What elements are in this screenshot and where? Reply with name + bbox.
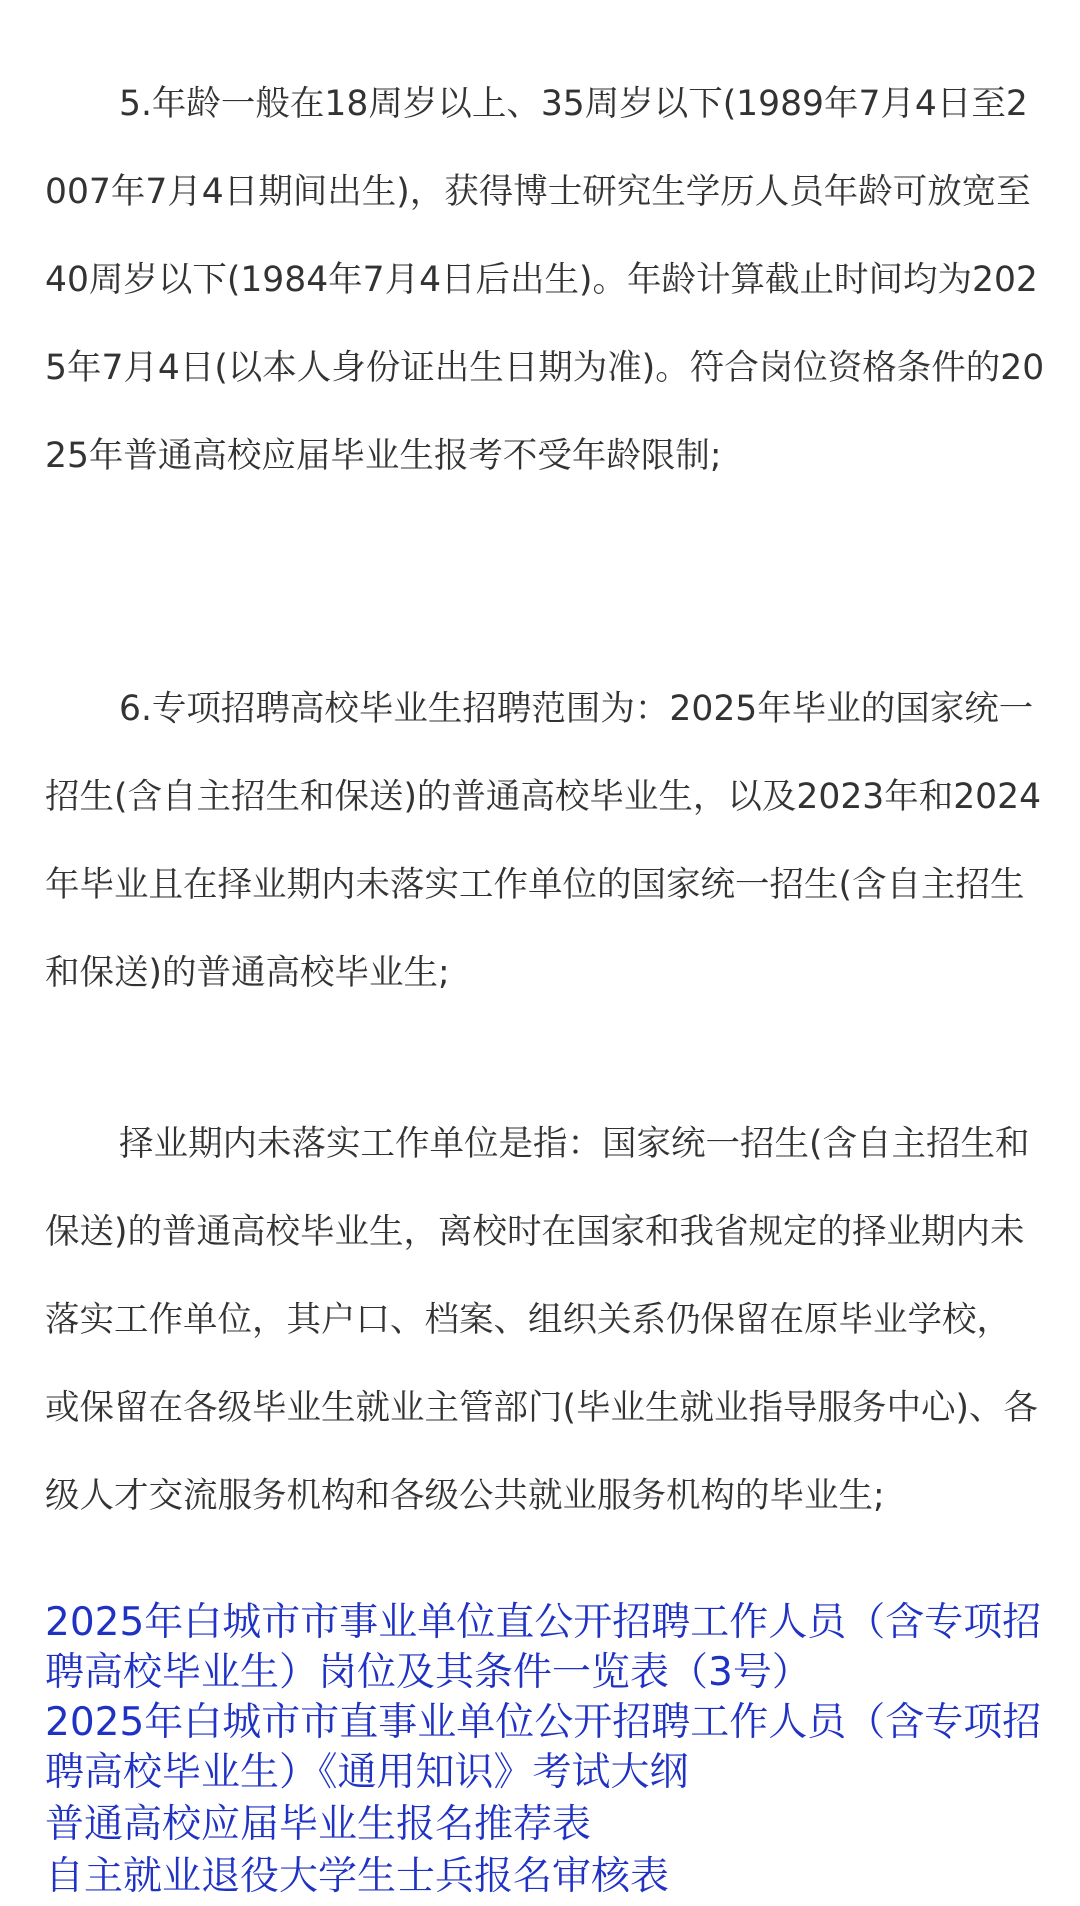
attachment-link-veteran-review-form[interactable]: 自主就业退役大学生士兵报名审核表 <box>45 1854 670 1899</box>
attachment-link-exam-outline[interactable]: 2025年白城市市直事业单位公开招聘工作人员（含专项招聘高校毕业生）《通用知识》考试大纲 <box>45 1700 1042 1795</box>
paragraph-age-requirement: 5.年龄一般在18周岁以上、35周岁以下(1989年7月4日至2007年7月4日期间出生)，获得博士研究生学历人员年龄可放宽至40周岁以下(1984年7月4日后出生)。年龄计算截止时间均为2025年7月4日(以本人身份证出生日期为准)。符合岗位资格条件的2025年普通高校应届毕业生报考不受年龄限制; <box>45 84 1045 476</box>
attachment-links <box>45 1598 1055 1902</box>
attachment-link-graduate-recommendation-form[interactable]: 普通高校应届毕业生报名推荐表 <box>45 1802 592 1847</box>
attachment-link-position-table[interactable]: 2025年白城市市事业单位直公开招聘工作人员（含专项招聘高校毕业生）岗位及其条件一览表（3号） <box>45 1600 1042 1695</box>
paragraph-recruitment-scope: 6.专项招聘高校毕业生招聘范围为：2025年毕业的国家统一招生(含自主招生和保送)的普通高校毕业生，以及2023年和2024年毕业且在择业期内未落实工作单位的国家统一招生(含自主招生和保送)的普通高校毕业生; <box>45 689 1042 993</box>
paragraph-unemployed-definition: 择业期内未落实工作单位是指：国家统一招生(含自主招生和保送)的普通高校毕业生，离校时在国家和我省规定的择业期内未落实工作单位，其户口、档案、组织关系仍保留在原毕业学校，或保留在各级毕业生就业主管部门(毕业生就业指导服务中心)、各级人才交流服务机构和各级公共就业服务机构的毕业生; <box>45 1124 1038 1516</box>
